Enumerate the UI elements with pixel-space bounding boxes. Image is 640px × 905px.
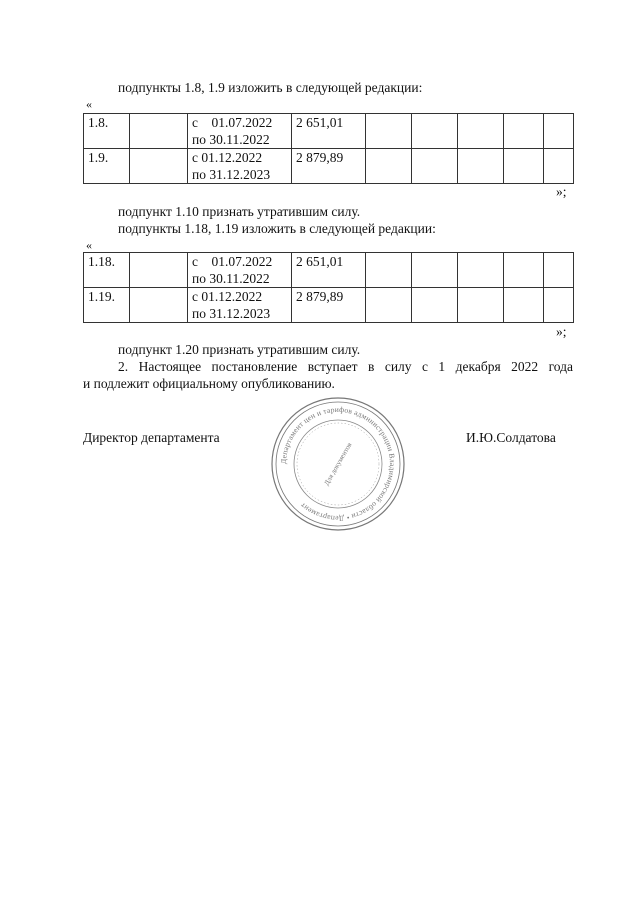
signatory-name: И.Ю.Солдатова <box>466 430 556 445</box>
paragraph-publication: и подлежит официальному опубликованию. <box>83 376 335 391</box>
close-quote: »; <box>556 184 567 199</box>
tariff-value: 2 879,89 <box>292 288 366 323</box>
row-number: 1.8. <box>84 114 130 149</box>
empty-cell <box>544 149 574 184</box>
empty-cell <box>130 288 188 323</box>
period-cell <box>188 288 292 323</box>
empty-cell <box>366 288 412 323</box>
tariff-value: 2 879,89 <box>292 149 366 184</box>
period-cell <box>188 149 292 184</box>
empty-cell <box>412 253 458 288</box>
paragraph-amend-1-8-1-9: подпункты 1.8, 1.9 изложить в следующей редакции: <box>118 80 423 95</box>
period-from: с 01.07.2022 <box>192 254 273 269</box>
table-row <box>84 149 574 184</box>
empty-cell <box>458 114 504 149</box>
empty-cell <box>504 253 544 288</box>
paragraph-1-20-void: подпункт 1.20 признать утратившим силу. <box>118 342 361 357</box>
period-to: по 30.11.2022 <box>192 132 270 147</box>
empty-cell <box>544 114 574 149</box>
period-from: с 01.07.2022 <box>192 115 273 130</box>
period-to: по 30.11.2022 <box>192 271 270 286</box>
paragraph-1-10-void: подпункт 1.10 признать утратившим силу. <box>118 204 361 219</box>
table-row <box>84 114 574 149</box>
tariff-table-2 <box>83 252 574 323</box>
period-from: с 01.12.2022 <box>192 289 263 304</box>
open-quote: « <box>86 97 92 111</box>
tariff-value: 2 651,01 <box>292 253 366 288</box>
period-cell <box>188 253 292 288</box>
tariff-table-1 <box>83 113 574 184</box>
close-quote: »; <box>556 324 567 339</box>
empty-cell <box>504 149 544 184</box>
empty-cell <box>366 149 412 184</box>
paragraph-amend-1-18-1-19: подпункты 1.18, 1.19 изложить в следующей редакции: <box>118 221 436 236</box>
empty-cell <box>412 114 458 149</box>
empty-cell <box>130 114 188 149</box>
empty-cell <box>366 253 412 288</box>
period-to: по 31.12.2023 <box>192 306 271 321</box>
table-row <box>84 288 574 323</box>
empty-cell <box>544 253 574 288</box>
empty-cell <box>504 114 544 149</box>
period-cell <box>188 114 292 149</box>
paragraph-effective-date: 2. Настоящее постановление вступает в силу с 1 декабря 2022 года <box>118 359 573 374</box>
empty-cell <box>130 149 188 184</box>
signatory-position: Директор департамента <box>83 430 220 445</box>
row-number: 1.9. <box>84 149 130 184</box>
official-seal <box>270 396 406 532</box>
row-number: 1.18. <box>84 253 130 288</box>
table-row <box>84 253 574 288</box>
seal-center-text: Для документов <box>322 441 354 487</box>
empty-cell <box>458 288 504 323</box>
tariff-value: 2 651,01 <box>292 114 366 149</box>
empty-cell <box>130 253 188 288</box>
empty-cell <box>458 149 504 184</box>
open-quote: « <box>86 238 92 252</box>
empty-cell <box>544 288 574 323</box>
empty-cell <box>504 288 544 323</box>
period-to: по 31.12.2023 <box>192 167 271 182</box>
period-from: с 01.12.2022 <box>192 150 263 165</box>
empty-cell <box>458 253 504 288</box>
empty-cell <box>412 149 458 184</box>
seal-outer-text: Департамент цен и тарифов администрации Владимирской области • Департамент <box>278 404 398 524</box>
empty-cell <box>412 288 458 323</box>
row-number: 1.19. <box>84 288 130 323</box>
empty-cell <box>366 114 412 149</box>
